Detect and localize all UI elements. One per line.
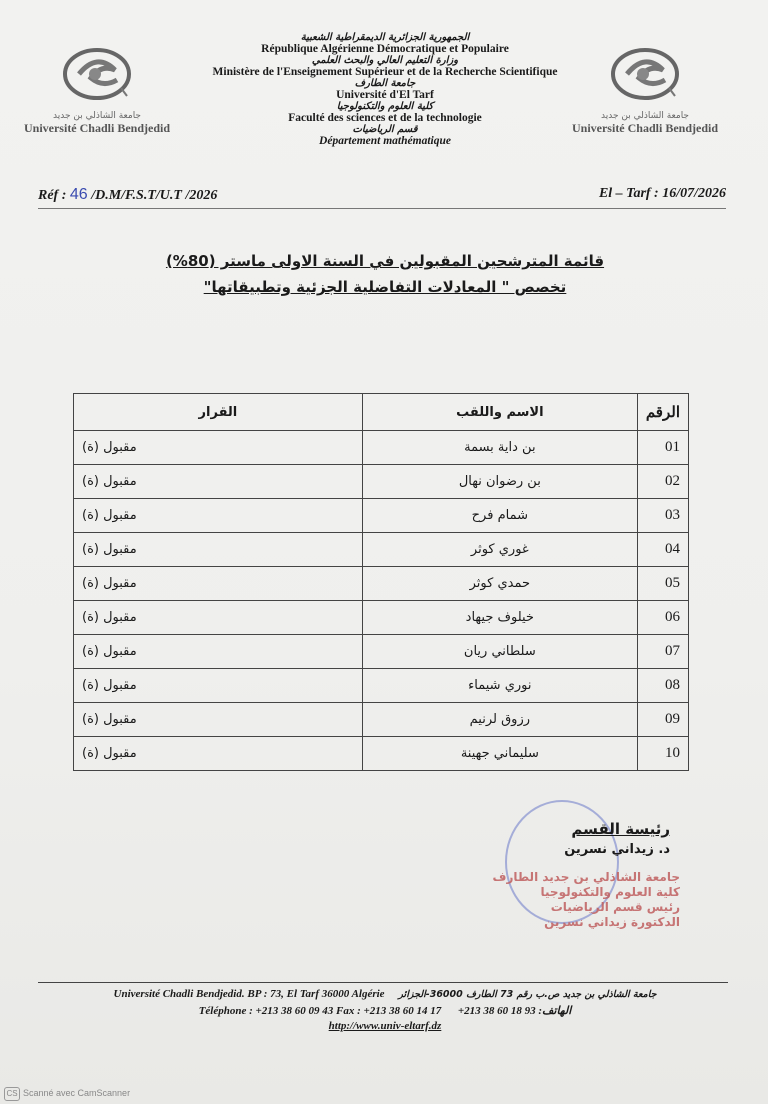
row-decision: مقبول (ة)	[74, 465, 363, 499]
republic-ar: الجمهورية الجزائرية الديمقراطية الشعبية	[300, 32, 470, 43]
table-row	[74, 737, 689, 771]
row-decision: مقبول (ة)	[74, 703, 363, 737]
table-row	[74, 601, 689, 635]
reference-prefix: Réf :	[38, 188, 70, 203]
row-num: 01	[637, 431, 688, 465]
reference-handwritten-number: 46	[69, 186, 88, 203]
signature-role: رئيسة القسم	[571, 820, 670, 838]
stamp-line3: رئيس قسم الرياضيات	[550, 900, 680, 914]
department-fr: Département mathématique	[319, 135, 451, 147]
row-decision: مقبول (ة)	[74, 669, 363, 703]
row-decision: مقبول (ة)	[74, 601, 363, 635]
document-title-line2: تخصص " المعادلات التفاضلية الجزئية وتطبيقاتها"	[203, 278, 567, 296]
table-row	[74, 567, 689, 601]
header-name: الاسم واللقب	[362, 394, 637, 431]
header-decision: القرار	[74, 394, 363, 431]
table-row	[74, 635, 689, 669]
row-decision: مقبول (ة)	[74, 499, 363, 533]
letterhead	[180, 32, 590, 147]
row-num: 06	[637, 601, 688, 635]
footer-phone-fr: Téléphone : +213 38 60 09 43 Fax : +213 38 60 14 17	[198, 1005, 442, 1017]
stamp-line1: جامعة الشاذلي بن جديد الطارف	[492, 870, 680, 884]
university-emblem-icon	[605, 44, 685, 106]
row-num: 05	[637, 567, 688, 601]
republic-fr: République Algérienne Démocratique et Populaire	[261, 43, 509, 55]
logo-left-ar: جامعة الشاذلي بن جديد	[52, 111, 141, 121]
ministry-fr: Ministère de l'Enseignement Supérieur et de la Recherche Scientifique	[212, 66, 558, 78]
logo-right-ar: جامعة الشاذلي بن جديد	[600, 111, 689, 121]
footer-address-ar: جامعة الشاذلي بن جديد ص.ب رقم 73 الطارف 36000-الجزائر	[398, 989, 657, 1000]
footer-phone-ar: +213 38 60 18 93 :الهاتف	[457, 1005, 572, 1017]
row-decision: مقبول (ة)	[74, 635, 363, 669]
reference-suffix: /D.M/F.S.T/U.T /2026	[87, 188, 218, 203]
scanner-watermark	[4, 1087, 130, 1101]
footer-website-line	[40, 1020, 730, 1032]
logo-left-fr: Université Chadli Bendjedid	[23, 121, 170, 135]
department-ar: قسم الرياضيات	[352, 124, 418, 135]
university-logo-left	[22, 44, 172, 136]
row-num: 08	[637, 669, 688, 703]
university-ar: جامعة الطارف	[354, 78, 416, 89]
table-row	[74, 669, 689, 703]
row-name: سليماني جهينة	[362, 737, 637, 771]
faculty-ar: كلية العلوم والتكنولوجيا	[336, 101, 434, 112]
place-date: El – Tarf : 16/07/2026	[598, 186, 726, 201]
row-decision: مقبول (ة)	[74, 737, 363, 771]
row-name: بن رضوان نهال	[362, 465, 637, 499]
footer-address-fr: Université Chadli Bendjedid. BP : 73, El Tarf 36000 Algérie	[113, 988, 385, 1000]
table-row	[74, 465, 689, 499]
footer-address	[40, 988, 730, 1000]
row-name: خيلوف جيهاد	[362, 601, 637, 635]
row-decision: مقبول (ة)	[74, 567, 363, 601]
faculty-fr: Faculté des sciences et de la technologie	[288, 112, 482, 124]
table-row	[74, 499, 689, 533]
row-name: شمام فرح	[362, 499, 637, 533]
signature-name: د. زيداني نسرين	[564, 842, 670, 857]
row-num: 10	[637, 737, 688, 771]
row-name: غوري كوثر	[362, 533, 637, 567]
row-decision: مقبول (ة)	[74, 431, 363, 465]
table-row	[74, 431, 689, 465]
row-num: 07	[637, 635, 688, 669]
footer-website-link[interactable]: http://www.univ-eltarf.dz	[328, 1020, 442, 1032]
signature-block	[470, 820, 670, 857]
row-name: حمدي كوثر	[362, 567, 637, 601]
ministry-ar: وزارة التعليم العالي والبحث العلمي	[311, 55, 459, 66]
footer-divider	[38, 982, 728, 983]
row-num: 02	[637, 465, 688, 499]
row-num: 04	[637, 533, 688, 567]
reference-line	[38, 186, 726, 209]
row-num: 09	[637, 703, 688, 737]
row-name: بن داية بسمة	[362, 431, 637, 465]
table-row	[74, 703, 689, 737]
row-num: 03	[637, 499, 688, 533]
row-name: سلطاني ريان	[362, 635, 637, 669]
table-header-row	[74, 394, 689, 431]
camscanner-icon: CS	[4, 1087, 20, 1101]
scanner-watermark-text: Scanné avec CamScanner	[23, 1088, 131, 1098]
university-fr: Université d'El Tarf	[336, 89, 434, 101]
reference-number	[38, 186, 217, 204]
row-name: رزوق لرنيم	[362, 703, 637, 737]
stamp-line2: كلية العلوم والتكنولوجيا	[540, 885, 680, 899]
row-decision: مقبول (ة)	[74, 533, 363, 567]
logo-right-fr: Université Chadli Bendjedid	[571, 121, 718, 135]
stamp-line4: الدكتورة زيداني نسرين	[544, 915, 680, 929]
header-num: الرقم	[637, 394, 688, 431]
university-emblem-icon	[57, 44, 137, 106]
footer-phone	[40, 1004, 730, 1017]
admitted-candidates-table	[73, 393, 689, 771]
table-row	[74, 533, 689, 567]
row-name: نوري شيماء	[362, 669, 637, 703]
department-stamp	[450, 870, 680, 930]
document-title-line1: قائمة المترشحين المقبولين في السنة الاولى ماستر (80%)	[165, 252, 605, 270]
